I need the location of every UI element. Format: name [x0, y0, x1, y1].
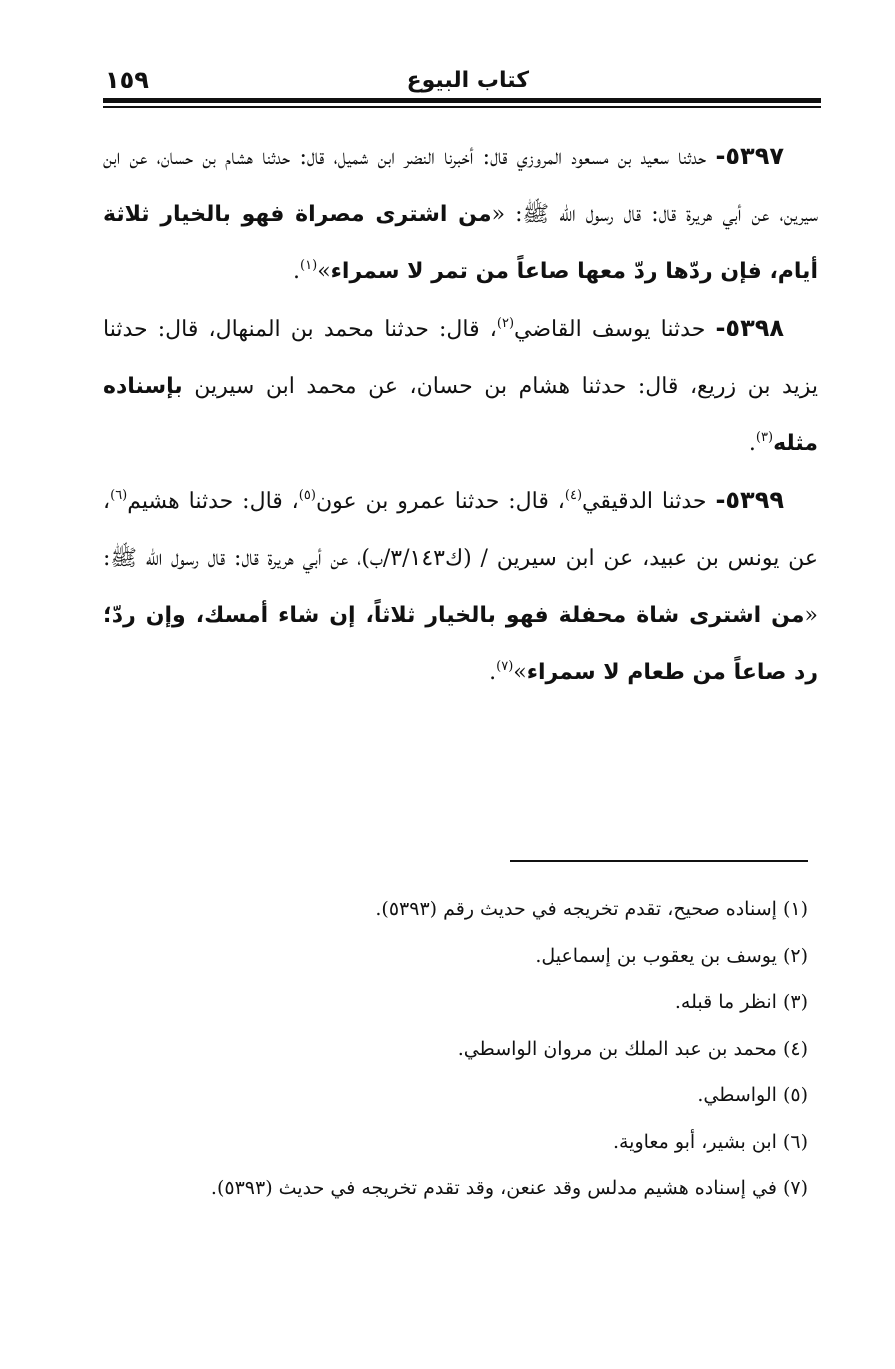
footnote-2: (٢) يوسف بن يعقوب بن إسماعيل. — [535, 944, 808, 967]
hadith-5399 — [103, 472, 818, 701]
header-rule-thick — [103, 98, 821, 103]
footnote-4: (٤) محمد بن عبد الملك بن مروان الواسطي. — [457, 1037, 808, 1060]
main-text — [103, 128, 818, 701]
quote-close: » — [513, 660, 527, 685]
footnote-ref[interactable]: (٤) — [564, 488, 583, 503]
sentence-end: . — [489, 660, 497, 685]
hadith-number: ٥٣٩٨- — [715, 314, 785, 342]
footnote-separator — [510, 860, 808, 862]
footnote-7: (٧) في إسناده هشيم مدلس وقد عنعن، وقد تقدم تخريجه في حديث (٥٣٩٣). — [210, 1177, 808, 1199]
header-rule-thin — [103, 106, 821, 108]
footnote-ref[interactable]: (٦) — [110, 488, 128, 503]
hadith-bold-text: بإسناده مثله — [103, 374, 818, 456]
footnote-ref[interactable]: (٣) — [755, 430, 774, 445]
page-number: ١٥٩ — [105, 66, 149, 94]
hadith-number: ٥٣٩٩- — [715, 486, 784, 514]
hadith-text: حدثنا يوسف القاضي — [514, 317, 716, 342]
hadith-matn: من اشترى شاة محفلة فهو بالخيار ثلاثاً، إن شاء أمسك، وإن ردّ؛ رد صاعاً من طعام لا سمراء — [103, 603, 818, 685]
hadith-matn: من اشترى مصراة فهو بالخيار ثلاثة أيام، فإن ردّها ردّ معها صاعاً من تمر لا سمراء — [103, 202, 818, 284]
sentence-end: . — [748, 431, 756, 456]
footnote-3: (٣) انظر ما قبله. — [674, 991, 808, 1013]
hadith-text: ، قال: حدثنا عمرو بن عون — [315, 489, 565, 514]
hadith-text: ، قال: حدثنا هشيم — [127, 489, 299, 514]
sentence-end: . — [293, 259, 301, 284]
quote-close: » — [317, 259, 331, 284]
running-header — [103, 66, 821, 96]
footnote-1: (١) إسناده صحيح، تقدم تخريجه في حديث رقم (٥٣٩٣). — [375, 898, 808, 920]
footnote-ref[interactable]: (٥) — [298, 488, 316, 503]
footnote-5: (٥) الواسطي. — [697, 1084, 808, 1106]
hadith-text: حدثنا الدقيقي — [582, 489, 716, 514]
hadith-5398 — [103, 300, 818, 472]
footnote-6: (٦) ابن بشير، أبو معاوية. — [612, 1130, 808, 1153]
hadith-text: ، عن يونس بن عبيد، عن ابن سيرين / (ك٣/١٤٣/ب)، عن أبي هريرة قال: قال رسول الله ﷺ: « — [103, 489, 818, 628]
hadith-number: ٥٣٩٧- — [715, 142, 784, 170]
chapter-title: كتاب البيوع — [406, 68, 529, 93]
footnote-ref[interactable]: (١) — [300, 258, 318, 273]
hadith-5397 — [103, 128, 818, 300]
footnote-ref[interactable]: (٧) — [496, 659, 514, 674]
hadith-text: ، قال: حدثنا محمد بن المنهال، قال: حدثنا يزيد بن زريع، قال: حدثنا هشام بن حسان، عن محمد ابن سيرين — [103, 317, 818, 399]
footnotes — [103, 886, 808, 1212]
hadith-isnad: حدثنا سعيد بن مسعود المروزي قال: أخبرنا النضر ابن شميل، قال: حدثنا هشام بن حسان، عن ابن سيرين، عن أبي هريرة قال: قال رسول الله ﷺ: « — [103, 145, 818, 227]
footnote-ref[interactable]: (٢) — [496, 316, 515, 331]
